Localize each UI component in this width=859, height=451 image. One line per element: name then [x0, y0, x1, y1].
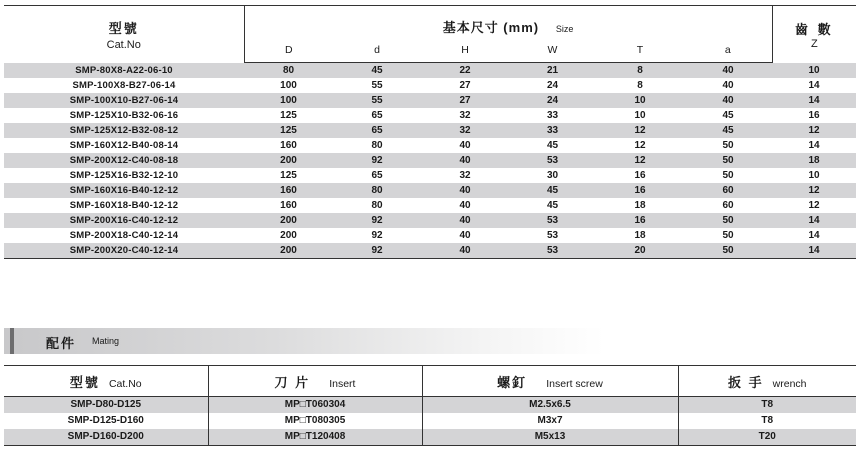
cell-d: 55	[333, 78, 421, 93]
mating-header-screw-en: Insert screw	[546, 377, 603, 390]
cell-W: 21	[509, 63, 596, 79]
cell-a: 50	[684, 138, 772, 153]
cell-T: 10	[596, 108, 684, 123]
header-size-zh: 基本尺寸 (mm)	[442, 20, 540, 35]
mating-header-insert	[208, 366, 422, 397]
cell-T: 8	[596, 63, 684, 79]
cell-a: 40	[684, 78, 772, 93]
cell-D: 200	[244, 228, 333, 243]
cell-W: 24	[509, 93, 596, 108]
table-row	[4, 413, 856, 429]
cell-d: 55	[333, 93, 421, 108]
cell-d: 65	[333, 123, 421, 138]
cell-cat-no: SMP-200X20-C40-12-14	[4, 243, 244, 259]
header-col-H: H	[421, 38, 509, 63]
table-row	[4, 168, 856, 183]
cell-T: 18	[596, 198, 684, 213]
cell-d: 80	[333, 198, 421, 213]
header-col-D: D	[244, 38, 333, 63]
cell-insert-screw: M2.5x6.5	[422, 397, 678, 414]
cell-T: 10	[596, 93, 684, 108]
cell-D: 160	[244, 198, 333, 213]
cell-d: 45	[333, 63, 421, 79]
header-size-group	[244, 6, 772, 39]
cell-D: 80	[244, 63, 333, 79]
mating-header-wrench-zh: 扳 手	[727, 374, 764, 390]
header-cat-no	[4, 6, 244, 63]
cell-Z: 14	[772, 228, 856, 243]
cell-d: 92	[333, 153, 421, 168]
table-row	[4, 243, 856, 259]
cell-a: 60	[684, 198, 772, 213]
cell-Z: 10	[772, 63, 856, 79]
cell-insert-screw: M3x7	[422, 413, 678, 429]
table-row	[4, 123, 856, 138]
cell-H: 27	[421, 78, 509, 93]
mating-header-wrench	[678, 366, 856, 397]
table-row	[4, 108, 856, 123]
cell-cat-no: SMP-D160-D200	[4, 429, 208, 446]
table-row	[4, 228, 856, 243]
cell-cat-no: SMP-160X18-B40-12-12	[4, 198, 244, 213]
mating-subtitle: Mating	[92, 336, 120, 346]
cell-wrench: T8	[678, 397, 856, 414]
cell-cat-no: SMP-160X12-B40-08-14	[4, 138, 244, 153]
cell-cat-no: SMP-D125-D160	[4, 413, 208, 429]
cell-Z: 14	[772, 78, 856, 93]
mating-section-banner	[4, 328, 604, 354]
cell-D: 200	[244, 213, 333, 228]
cell-T: 12	[596, 123, 684, 138]
mating-header-cat-no	[4, 366, 208, 397]
cell-cat-no: SMP-D80-D125	[4, 397, 208, 414]
cell-a: 50	[684, 153, 772, 168]
cell-W: 30	[509, 168, 596, 183]
cell-d: 92	[333, 243, 421, 259]
table-row	[4, 153, 856, 168]
cell-W: 53	[509, 153, 596, 168]
table-row	[4, 429, 856, 446]
cell-insert: MP□T080305	[208, 413, 422, 429]
cell-W: 45	[509, 183, 596, 198]
table-row	[4, 93, 856, 108]
cell-D: 100	[244, 93, 333, 108]
mating-header-insert-en: Insert	[329, 377, 356, 390]
mating-header-screw	[422, 366, 678, 397]
cell-cat-no: SMP-100X10-B27-06-14	[4, 93, 244, 108]
header-size-en: Size	[555, 24, 574, 34]
table-row	[4, 183, 856, 198]
header-teeth-en: Z	[810, 37, 818, 50]
cell-T: 12	[596, 153, 684, 168]
cell-D: 100	[244, 78, 333, 93]
cell-cat-no: SMP-125X16-B32-12-10	[4, 168, 244, 183]
cell-W: 33	[509, 108, 596, 123]
cell-cat-no: SMP-125X12-B32-08-12	[4, 123, 244, 138]
banner-accent-bar	[10, 328, 14, 354]
header-cat-en: Cat.No	[106, 38, 141, 51]
mating-header-cat-zh: 型號	[69, 374, 100, 390]
cell-D: 200	[244, 153, 333, 168]
cell-Z: 14	[772, 243, 856, 259]
cell-a: 40	[684, 93, 772, 108]
mating-header-screw-zh: 螺釘	[497, 374, 528, 390]
cell-cat-no: SMP-100X8-B27-06-14	[4, 78, 244, 93]
cell-a: 60	[684, 183, 772, 198]
cell-wrench: T8	[678, 413, 856, 429]
cell-D: 200	[244, 243, 333, 259]
cell-cat-no: SMP-200X12-C40-08-18	[4, 153, 244, 168]
cell-d: 92	[333, 228, 421, 243]
cell-Z: 14	[772, 138, 856, 153]
cell-D: 160	[244, 138, 333, 153]
cell-H: 40	[421, 153, 509, 168]
cell-Z: 12	[772, 198, 856, 213]
table-row	[4, 397, 856, 414]
cell-d: 80	[333, 138, 421, 153]
size-table	[4, 5, 856, 259]
size-table-body	[4, 63, 856, 259]
cell-W: 45	[509, 198, 596, 213]
cell-W: 53	[509, 228, 596, 243]
table-row	[4, 213, 856, 228]
table-row	[4, 78, 856, 93]
cell-H: 22	[421, 63, 509, 79]
cell-d: 65	[333, 168, 421, 183]
cell-D: 125	[244, 108, 333, 123]
cell-Z: 10	[772, 168, 856, 183]
cell-a: 50	[684, 228, 772, 243]
cell-T: 8	[596, 78, 684, 93]
cell-H: 40	[421, 213, 509, 228]
cell-T: 18	[596, 228, 684, 243]
mating-header-insert-zh: 刀 片	[274, 374, 311, 390]
header-teeth	[772, 6, 856, 63]
cell-cat-no: SMP-125X10-B32-06-16	[4, 108, 244, 123]
cell-a: 40	[684, 63, 772, 79]
cell-a: 50	[684, 213, 772, 228]
cell-Z: 12	[772, 183, 856, 198]
table-row	[4, 63, 856, 79]
cell-D: 160	[244, 183, 333, 198]
cell-a: 50	[684, 243, 772, 259]
cell-insert-screw: M5x13	[422, 429, 678, 446]
cell-H: 40	[421, 183, 509, 198]
cell-Z: 18	[772, 153, 856, 168]
cell-d: 92	[333, 213, 421, 228]
cell-H: 32	[421, 168, 509, 183]
cell-H: 40	[421, 138, 509, 153]
cell-T: 16	[596, 213, 684, 228]
header-teeth-zh: 齒 數	[795, 21, 834, 37]
cell-H: 32	[421, 108, 509, 123]
cell-T: 20	[596, 243, 684, 259]
cell-a: 45	[684, 108, 772, 123]
cell-cat-no: SMP-200X18-C40-12-14	[4, 228, 244, 243]
cell-H: 40	[421, 228, 509, 243]
cell-T: 12	[596, 138, 684, 153]
header-cat-zh: 型號	[108, 20, 139, 36]
cell-D: 125	[244, 168, 333, 183]
mating-header-wrench-en: wrench	[772, 377, 807, 390]
header-col-W: W	[509, 38, 596, 63]
cell-a: 50	[684, 168, 772, 183]
cell-H: 27	[421, 93, 509, 108]
cell-H: 40	[421, 198, 509, 213]
cell-W: 24	[509, 78, 596, 93]
cell-Z: 12	[772, 123, 856, 138]
cell-insert: MP□T120408	[208, 429, 422, 446]
cell-W: 53	[509, 243, 596, 259]
cell-W: 33	[509, 123, 596, 138]
size-table-header	[4, 6, 856, 63]
cell-cat-no: SMP-160X16-B40-12-12	[4, 183, 244, 198]
mating-table-body	[4, 397, 856, 446]
cell-d: 80	[333, 183, 421, 198]
header-col-a: a	[684, 38, 772, 63]
cell-W: 45	[509, 138, 596, 153]
cell-T: 16	[596, 183, 684, 198]
cell-Z: 14	[772, 213, 856, 228]
cell-d: 65	[333, 108, 421, 123]
cell-D: 125	[244, 123, 333, 138]
mating-header-cat-en: Cat.No	[108, 377, 142, 390]
header-col-d: d	[333, 38, 421, 63]
cell-Z: 14	[772, 93, 856, 108]
cell-cat-no: SMP-80X8-A22-06-10	[4, 63, 244, 79]
cell-insert: MP□T060304	[208, 397, 422, 414]
cell-H: 40	[421, 243, 509, 259]
cell-T: 16	[596, 168, 684, 183]
mating-title: 配件	[46, 336, 77, 351]
cell-Z: 16	[772, 108, 856, 123]
cell-wrench: T20	[678, 429, 856, 446]
cell-a: 45	[684, 123, 772, 138]
cell-H: 32	[421, 123, 509, 138]
table-row	[4, 198, 856, 213]
table-row	[4, 138, 856, 153]
cell-cat-no: SMP-200X16-C40-12-12	[4, 213, 244, 228]
mating-table	[4, 365, 856, 446]
mating-table-header	[4, 366, 856, 397]
cell-W: 53	[509, 213, 596, 228]
header-col-T: T	[596, 38, 684, 63]
